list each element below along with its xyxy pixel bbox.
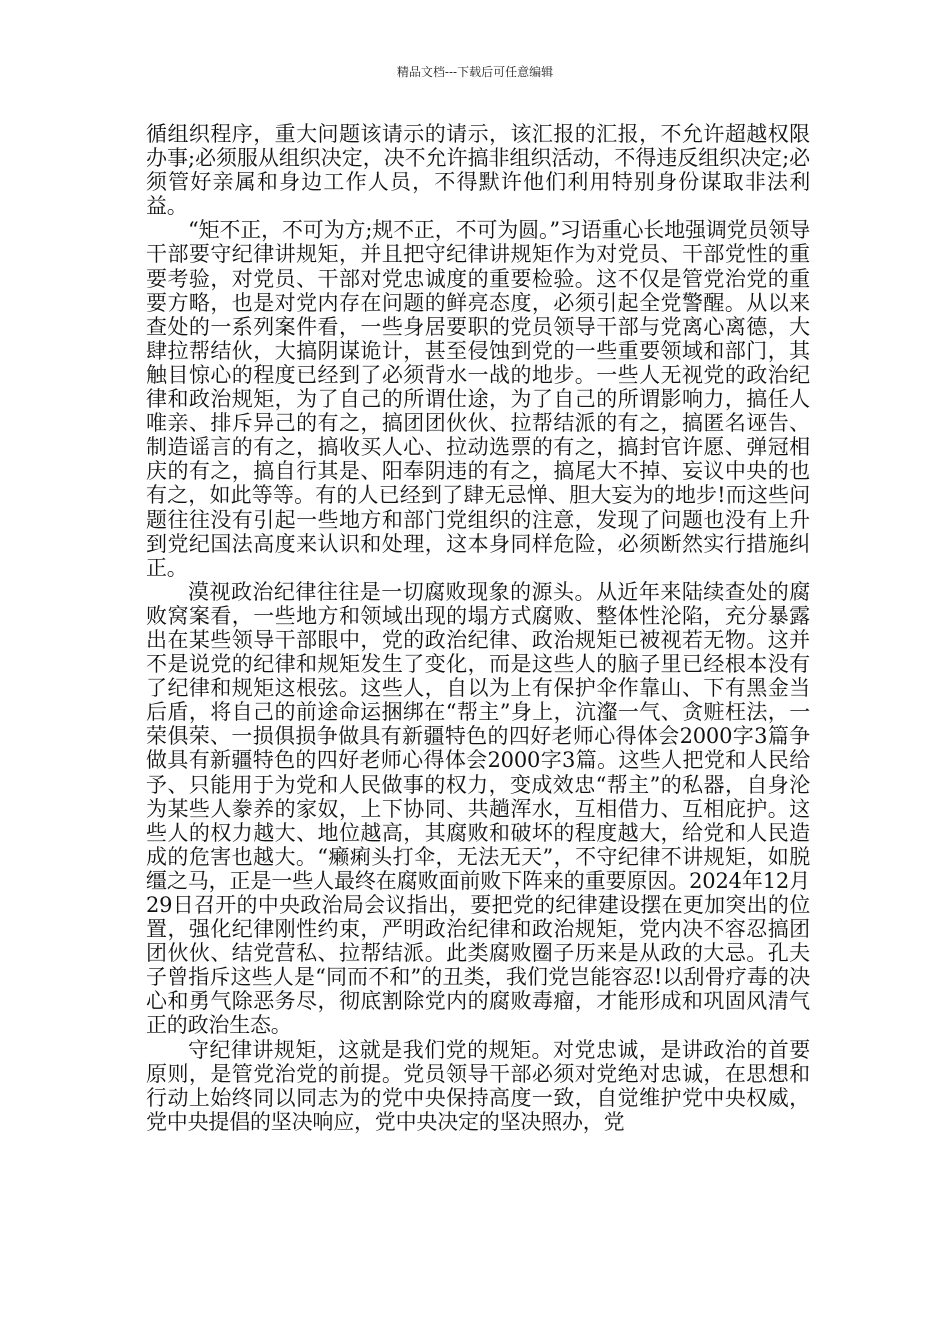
paragraph-1: 循组织程序，重大问题该请示的请示，该汇报的汇报，不允许超越权限办事;必须服从组织决定，决不允许搞非组织活动，不得违反组织决定;必须管好亲属和身边工作人员，不得默许他们利用特别身份谋取非法利益。 <box>146 122 810 219</box>
paragraph-4: 守纪律讲规矩，这就是我们党的规矩。对党忠诚，是讲政治的首要原则，是管党治党的前提。党员领导干部必须对党绝对忠诚，在思想和行动上始终同以同志为的党中央保持高度一致，自觉维护党中央权威，党中央提倡的坚决响应，党中央决定的坚决照办，党 <box>146 1037 810 1134</box>
page-header: 精品文档---下载后可任意编辑 <box>396 65 554 79</box>
paragraph-3: 漠视政治纪律往往是一切腐败现象的源头。从近年来陆续查处的腐败窝案看，一些地方和领域出现的塌方式腐败、整体性沦陷，充分暴露出在某些领导干部眼中，党的政治纪律、政治规矩已被视若无物。这并不是说党的纪律和规矩发生了变化，而是这些人的脑子里已经根本没有了纪律和规矩这根弦。这些人，自以为上有保护伞作靠山、下有黑金当后盾，将自己的前途命运捆绑在“帮主”身上，沆瀣一气、贪赃枉法，一荣俱荣、一损俱损争做具有新疆特色的四好老师心得体会2000字3篇争做具有新疆特色的四好老师心得体会2000字3篇。这些人把党和人民给予、只能用于为党和人民做事的权力，变成效忠“帮主”的私器，自身沦为某些人豢养的家奴，上下协同、共趟浑水，互相借力、互相庇护。这些人的权力越大、地位越高，其腐败和破坏的程度越大，给党和人民造成的危害也越大。“癞痢头打伞，无法无天”，不守纪律不讲规矩，如脱缰之马，正是一些人最终在腐败面前败下阵来的重要原因。2024年12月29日召开的中央政治局会议指出，要把党的纪律建设摆在更加突出的位置，强化纪律刚性约束，严明政治纪律和政治规矩，党内决不容忍搞团团伙伙、结党营私、拉帮结派。此类腐败圈子历来是从政的大忌。孔夫子曾指斥这些人是“同而不和”的丑类，我们党岂能容忍!以刮骨疗毒的决心和勇气除恶务尽，彻底割除党内的腐败毒瘤，才能形成和巩固风清气正的政治生态。 <box>146 579 810 1038</box>
document-body <box>146 122 810 1134</box>
paragraph-2: “矩不正，不可为方;规不正，不可为圆。”习语重心长地强调党员领导干部要守纪律讲规矩，并且把守纪律讲规矩作为对党员、干部党性的重要考验，对党员、干部对党忠诚度的重要检验。这不仅是管党治党的重要方略，也是对党内存在问题的鲜亮态度，必须引起全党警醒。从以来查处的一系列案件看，一些身居要职的党员领导干部与党离心离德，大肆拉帮结伙，大搞阴谋诡计，甚至侵蚀到党的一些重要领域和部门，其触目惊心的程度已经到了必须背水一战的地步。一些人无视党的政治纪律和政治规矩，为了自己的所谓仕途，为了自己的所谓影响力，搞任人唯亲、排斥异己的有之，搞团团伙伙、拉帮结派的有之，搞匿名诬告、制造谣言的有之，搞收买人心、拉动选票的有之，搞封官许愿、弹冠相庆的有之，搞自行其是、阳奉阴违的有之，搞尾大不掉、妄议中央的也有之，如此等等。有的人已经到了肆无忌惮、胆大妄为的地步!而这些问题往往没有引起一些地方和部门党组织的注意，发现了问题也没有上升到党纪国法高度来认识和处理，这本身同样危险，必须断然实行措施纠正。 <box>146 218 810 580</box>
